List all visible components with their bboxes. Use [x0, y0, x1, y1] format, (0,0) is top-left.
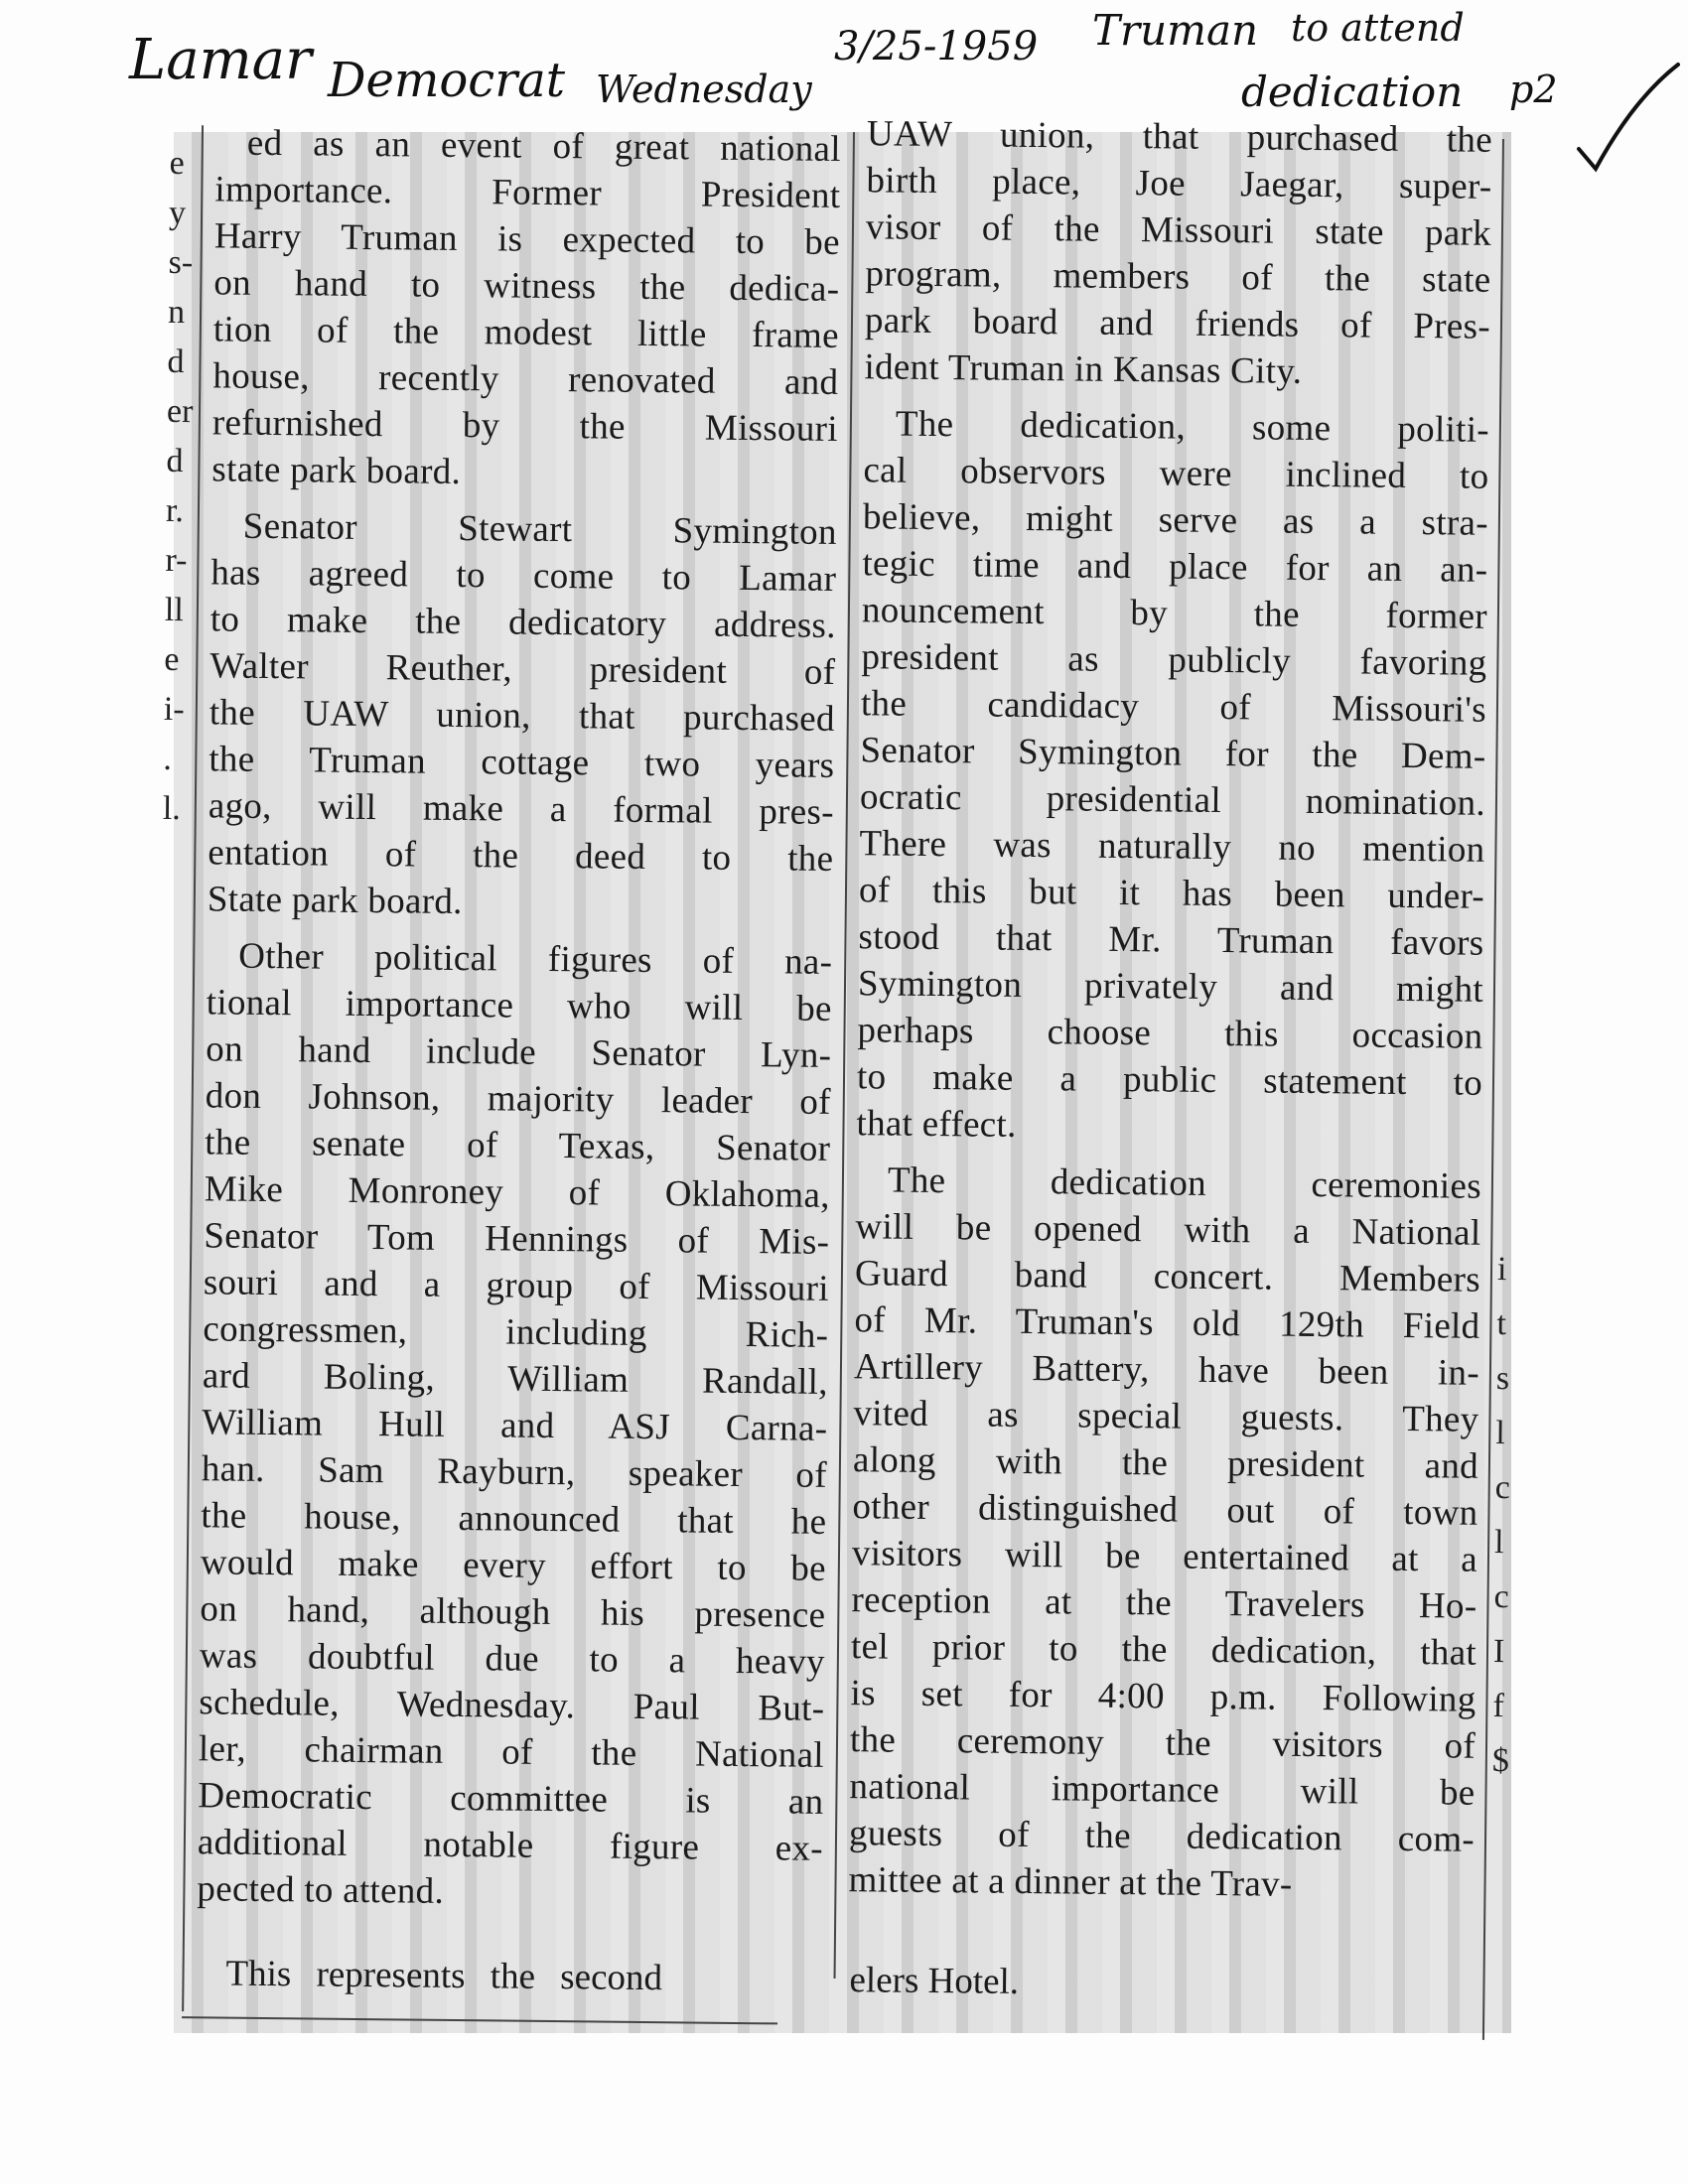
edge-text-fragment: l.	[162, 789, 181, 828]
text-line: Democratic committee is an	[198, 1775, 824, 1823]
text-line: of Mr. Truman's old 129th Field	[854, 1299, 1480, 1347]
edge-text-fragment: t	[1496, 1304, 1507, 1343]
text-line: the ceremony the visitors of	[849, 1719, 1477, 1767]
paragraph	[864, 110, 1492, 397]
text-line: pected to attend.	[197, 1868, 445, 1912]
text-line: tional importance who will be	[206, 982, 832, 1029]
edge-text-fragment: n	[167, 293, 186, 332]
text-line: ard Boling, William Randall,	[202, 1355, 829, 1403]
text-line: Senator Stewart Symington	[242, 505, 837, 553]
paragraph	[211, 119, 841, 499]
text-line: guests of the dedication com-	[848, 1813, 1476, 1860]
edge-text-fragment: f	[1492, 1687, 1504, 1725]
text-line: perhaps choose this occasion	[857, 1010, 1483, 1057]
text-line: additional notable figure ex-	[197, 1822, 824, 1869]
edge-text-fragment: r-	[165, 541, 188, 580]
text-line: ident Truman in Kansas City.	[864, 346, 1303, 392]
edge-text-fragment: d	[167, 342, 185, 381]
edge-text-fragment: I	[1492, 1632, 1505, 1671]
edge-text-fragment: s-	[168, 243, 194, 282]
text-line: mittee at a dinner at the Trav-	[848, 1859, 1293, 1905]
edge-text-fragment: e	[169, 144, 185, 183]
text-line: program, members of the state	[865, 253, 1491, 301]
note-to-attend: to attend	[1291, 6, 1465, 50]
text-line: The dedication ceremonies	[887, 1160, 1482, 1207]
text-line: ler, chairman of the National	[198, 1728, 825, 1776]
edge-text-fragment: l	[1493, 1523, 1504, 1562]
text-line: along with the president and	[852, 1439, 1479, 1487]
text-line: Walter Reuther, president of	[210, 645, 836, 693]
note-paper-name-2: Democrat	[328, 53, 566, 108]
edge-text-fragment: i-	[163, 690, 185, 729]
note-paper-name-1: Lamar	[129, 28, 312, 92]
edge-text-fragment: c	[1494, 1468, 1511, 1507]
text-line: Harry Truman is expected to be	[213, 215, 841, 263]
text-line: was doubtful due to a heavy	[199, 1635, 826, 1683]
note-date: 3/25-1959	[834, 24, 1039, 69]
text-line: reception at the Travelers Ho-	[851, 1579, 1477, 1627]
text-line: would make every effort to be	[200, 1542, 827, 1589]
edge-text-fragment: d	[166, 442, 184, 480]
paragraph	[208, 502, 837, 929]
text-line: the house, announced that he	[201, 1495, 827, 1543]
text-line: UAW union, that purchased the	[866, 113, 1493, 161]
text-line: Symington privately and might	[857, 963, 1484, 1011]
text-line: refurnished by the Missouri	[211, 402, 839, 450]
text-line: to make the dedicatory address.	[210, 599, 837, 646]
edge-text-fragment: $	[1491, 1741, 1510, 1780]
text-line: There was naturally no mention	[859, 823, 1485, 871]
text-line: park board and friends of Pres-	[864, 300, 1491, 347]
text-line: stood that Mr. Truman favors	[858, 916, 1484, 964]
edge-text-fragment: r.	[165, 491, 185, 530]
edge-text-fragment: s	[1495, 1359, 1510, 1398]
edge-text-fragment: c	[1493, 1577, 1509, 1616]
article-left-column	[197, 119, 841, 1928]
text-line: house, recently renovated and	[212, 355, 839, 403]
edge-text-fragment: i	[1496, 1250, 1507, 1289]
text-line: on hand to witness the dedica-	[213, 262, 840, 310]
text-line: Other political figures of na-	[238, 935, 833, 983]
text-line: visitors will be entertained at a	[851, 1533, 1478, 1580]
bottom-rule	[182, 2016, 777, 2024]
text-line: congressmen, including Rich-	[203, 1308, 829, 1356]
edge-text-fragment: l	[1495, 1414, 1505, 1452]
text-line: tion of the modest little frame	[212, 309, 840, 356]
text-line: importance. Former President	[214, 169, 841, 216]
text-line: the UAW union, that purchased	[209, 692, 836, 740]
text-line: of this but it has been under-	[858, 870, 1485, 917]
text-line: vited as special guests. They	[853, 1393, 1479, 1440]
text-line: the senate of Texas, Senator	[205, 1122, 831, 1169]
text-line: don Johnson, majority leader of	[205, 1075, 831, 1123]
note-truman: Truman	[1092, 6, 1259, 55]
text-line: han. Sam Rayburn, speaker of	[201, 1448, 828, 1496]
edge-text-fragment: e	[164, 640, 180, 679]
text-line: tel prior to the dedication, that	[850, 1626, 1477, 1674]
paragraph	[848, 1157, 1481, 1910]
text-line: schedule, Wednesday. Paul But-	[199, 1682, 825, 1729]
text-line: cal observors were inclined to	[863, 450, 1489, 497]
text-line: the candidacy of Missouri's	[860, 683, 1487, 731]
text-line: entation of the deed to the	[208, 832, 834, 880]
paragraph	[197, 932, 832, 1919]
text-line: Artillery Battery, have been in-	[853, 1346, 1480, 1394]
text-line: on hand, although his presence	[200, 1588, 826, 1636]
text-line: William Hull and ASJ Carna-	[202, 1402, 828, 1449]
text-line: nouncement by the former	[861, 590, 1488, 637]
newspaper-clipping	[162, 113, 1511, 2033]
text-line: will be opened with a National	[855, 1206, 1481, 1254]
edge-text-fragment: y	[168, 194, 187, 232]
text-line: is set for 4:00 p.m. Following	[850, 1673, 1477, 1720]
text-line: Guard band concert. Members	[854, 1253, 1481, 1300]
text-line: has agreed to come to Lamar	[211, 552, 837, 600]
text-line: national importance will be	[849, 1766, 1476, 1814]
article-right-column	[848, 110, 1492, 1919]
text-line: other distinguished out of town	[852, 1486, 1478, 1534]
text-line: ed as an event of great national	[246, 122, 842, 170]
text-line: souri and a group of Missouri	[203, 1262, 830, 1309]
text-line: birth place, Joe Jaegar, super-	[866, 160, 1492, 207]
bottom-line-right: elers Hotel.	[849, 1960, 1020, 2002]
text-line: visor of the Missouri state park	[865, 206, 1492, 254]
note-page: p2	[1509, 68, 1558, 111]
note-weekday: Wednesday	[596, 68, 812, 111]
note-dedication: dedication	[1241, 68, 1464, 116]
text-line: ocratic presidential nomination.	[859, 776, 1486, 824]
text-line: State park board.	[207, 879, 463, 923]
text-line: state park board.	[211, 449, 462, 492]
text-line: Senator Tom Hennings of Mis-	[204, 1215, 830, 1263]
text-line: Mike Monroney of Oklahoma,	[204, 1168, 830, 1216]
text-line: president as publicly favoring	[861, 636, 1487, 684]
text-line: believe, might serve as a stra-	[862, 496, 1489, 544]
text-line: tegic time and place for an an-	[862, 543, 1488, 591]
text-line: on hand include Senator Lyn-	[206, 1028, 832, 1076]
edge-text-fragment: er	[166, 392, 194, 431]
text-line: that effect.	[856, 1103, 1017, 1146]
checkmark-icon	[1574, 60, 1683, 179]
text-line: ago, will make a formal pres-	[208, 785, 835, 833]
bottom-line-left: This represents the second	[225, 1953, 663, 1999]
edge-text-fragment: ll	[164, 591, 185, 629]
text-line: The dedication, some politi-	[895, 403, 1490, 451]
text-line: the Truman cottage two years	[209, 739, 835, 786]
text-line: Senator Symington for the Dem-	[860, 730, 1486, 777]
edge-text-fragment: .	[163, 740, 173, 777]
text-line: to make a public statement to	[856, 1056, 1483, 1104]
paragraph	[856, 400, 1489, 1154]
